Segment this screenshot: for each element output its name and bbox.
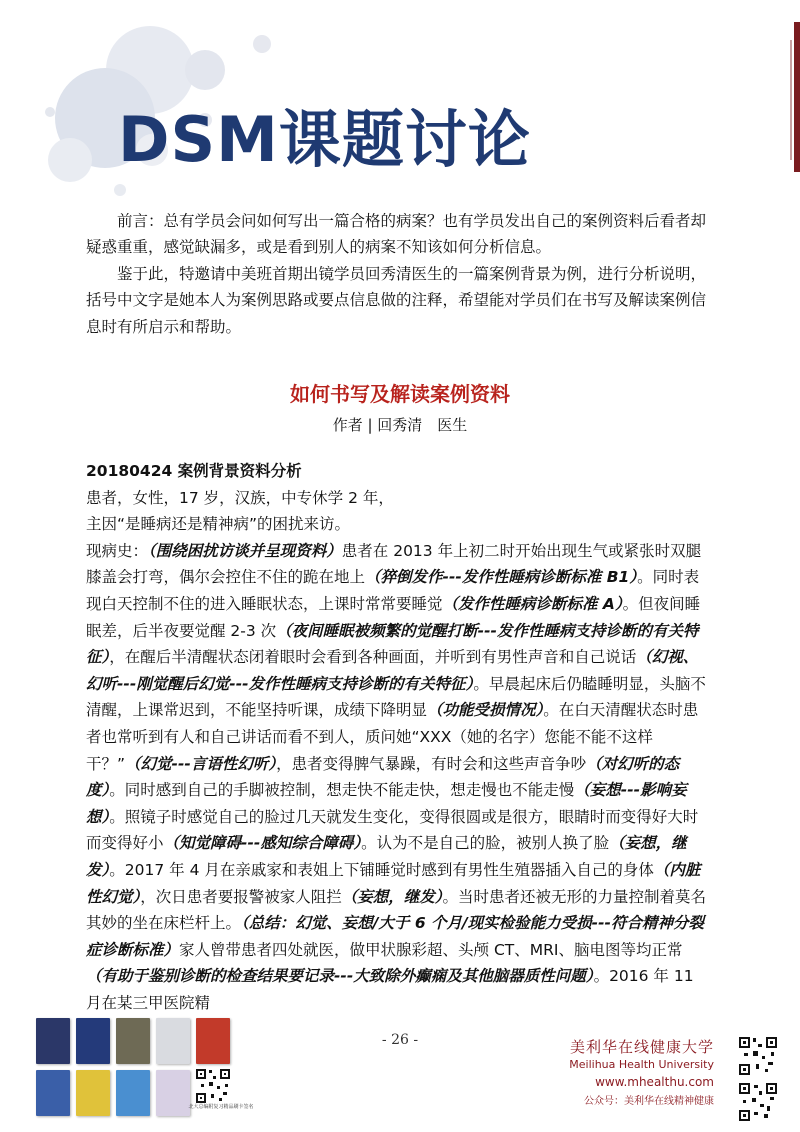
article-title: 如何书写及解读案例资料: [290, 382, 510, 406]
history-segment: 。同时表现白天控制不住的进入睡眠状态，上课时常常要睡觉: [86, 568, 700, 613]
history-label: 现病史：: [86, 541, 149, 560]
history-segment: （夜间睡眠被频繁的觉醒打断---发作性睡病支持诊断的有关特征）: [86, 621, 699, 667]
history-segment: （妄想---影响妄想）: [86, 781, 687, 826]
history-segment: （功能受损情况）: [427, 701, 544, 720]
history-segment: 。早晨起床后仍瞌睡明显，头脑不清醒，上课常迟到，不能坚持听课，成绩下降明显: [86, 674, 706, 720]
brand-block: [569, 1036, 714, 1107]
history-segment: ，次日患者要报警被家人阻拦: [140, 887, 342, 906]
history-segment: ，患者变得脾气暴躁，有时会和这些声音争吵: [276, 754, 587, 773]
brand-name-en: Meilihua Health University: [569, 1058, 714, 1071]
history-segment: （妄想，继发）: [86, 834, 687, 879]
brand-url-link[interactable]: www.mhealthu.com: [595, 1075, 714, 1089]
book-cover-icon[interactable]: [36, 1018, 70, 1064]
header-accent-bar: [794, 22, 800, 172]
intro-section: [86, 208, 706, 340]
qr-code-icon[interactable]: [738, 1082, 778, 1122]
book-cover-icon[interactable]: [156, 1070, 190, 1116]
history-segment: 患者在 2013 年上初二时开始出现生气或紧张时双腿膝盖会打弯，偶尔会控住不住的跪在地上: [86, 541, 702, 587]
case-history: [86, 538, 708, 1017]
history-segment: （发作性睡病诊断标准 A）: [442, 594, 623, 613]
qr-caption: 北大总编附复习精品刷卡签名: [188, 1104, 254, 1110]
intro-paragraph-2: 鉴于此，特邀请中美班首期出镜学员回秀清医生的一篇案例背景为例，进行分析说明，括号中文字是她本人为案例思路或要点信息做的注释，希望能对学员们在书写及解读案例信息时有所启示和帮助。: [86, 264, 707, 336]
history-segment: （妄想，继发）: [341, 887, 443, 906]
history-segment: 。但夜间睡眠差，后半夜要觉醒 2-3 次: [86, 594, 701, 640]
history-segment: （幻视、幻听---刚觉醒后幻觉---发作性睡病支持诊断的有关特征）: [86, 648, 699, 693]
history-segment: 家人曾带患者四处就医，做甲状腺彩超、头颅 CT、MRI、脑电图等均正常: [179, 940, 683, 959]
history-segment: 。认为不是自己的脸，被别人换了脸: [361, 834, 610, 853]
book-cover-icon[interactable]: [36, 1070, 70, 1116]
book-cover-icon[interactable]: [76, 1070, 110, 1116]
history-segment: （有助于鉴别诊断的检查结果要记录---大致除外癫痫及其他脑器质性问题）: [86, 967, 594, 986]
history-segment: 。当时患者还被无形的力量控制着莫名其妙的坐在床栏杆上。: [86, 887, 707, 933]
history-segment: （猝倒发作---发作性睡病诊断标准 B1）: [365, 568, 638, 587]
book-cover-icon[interactable]: [156, 1018, 190, 1064]
header-accent-line: [790, 40, 792, 160]
qr-code-icon[interactable]: [738, 1036, 778, 1076]
book-cover-icon[interactable]: [76, 1018, 110, 1064]
history-segment: （幻觉---言语性幻听）: [125, 754, 277, 773]
brand-wechat: 公众号：美利华在线精神健康: [584, 1096, 714, 1107]
case-patient-info: 患者，女性，17 岁，汉族，中专休学 2 年，: [86, 488, 394, 507]
book-cover-icon[interactable]: [196, 1018, 230, 1064]
history-segment: ，在醒后半清醒状态闭着眼时会看到各种画面，并听到有男性声音和自己说话: [109, 648, 637, 667]
history-segment: （围绕困扰访谈并呈现资料）: [148, 541, 342, 560]
case-chief-complaint: 主因“是睡病还是精神病”的困扰来访。: [86, 515, 351, 534]
case-heading: 20180424 案例背景资料分析: [86, 462, 302, 480]
history-segment: （内脏性幻觉）: [86, 860, 701, 906]
case-section: [86, 458, 708, 1016]
history-segment: 。2016 年 11 月在某三甲医院精: [86, 967, 694, 1012]
book-cover-icon[interactable]: [116, 1070, 150, 1116]
history-segment: 。在白天清醒状态时患者也常听到有人和自己讲话而看不到人，质问她“XXX（她的名字）您能不能不这样干？”: [86, 701, 699, 773]
intro-paragraph-1: 前言：总有学员会问如何写出一篇合格的病案？也有学员发出自己的案例资料后看者却疑惑重重，感觉缺漏多，或是看到别人的病案不知该如何分析信息。: [86, 212, 707, 257]
article-author: 作者 | 回秀清 医生: [332, 416, 468, 434]
history-segment: （总结：幻觉、妄想/大于 6 个月/现实检验能力受损---符合精神分裂症诊断标准）: [86, 914, 704, 959]
history-segment: （知觉障碍---感知综合障碍）: [163, 834, 362, 853]
history-segment: 。照镜子时感觉自己的脸过几天就发生变化，变得很圆或是很方，眼睛时而变得好大时而变得好小: [86, 807, 699, 853]
brand-name-cn: 美利华在线健康大学: [569, 1038, 714, 1056]
history-segment: 。2017 年 4 月在亲戚家和表姐上下铺睡觉时感到有男性生殖器插入自己的身体: [109, 860, 654, 879]
qr-code-icon[interactable]: [195, 1068, 231, 1104]
page-title: DSM课题讨论: [118, 103, 531, 176]
history-segment: 。同时感到自己的手脚被控制，想走快不能走快，想走慢也不能走慢: [109, 781, 575, 800]
book-cover-icon[interactable]: [116, 1018, 150, 1064]
history-segment: （对幻听的态度）: [86, 754, 680, 800]
page-number: - 26 -: [381, 1032, 419, 1048]
